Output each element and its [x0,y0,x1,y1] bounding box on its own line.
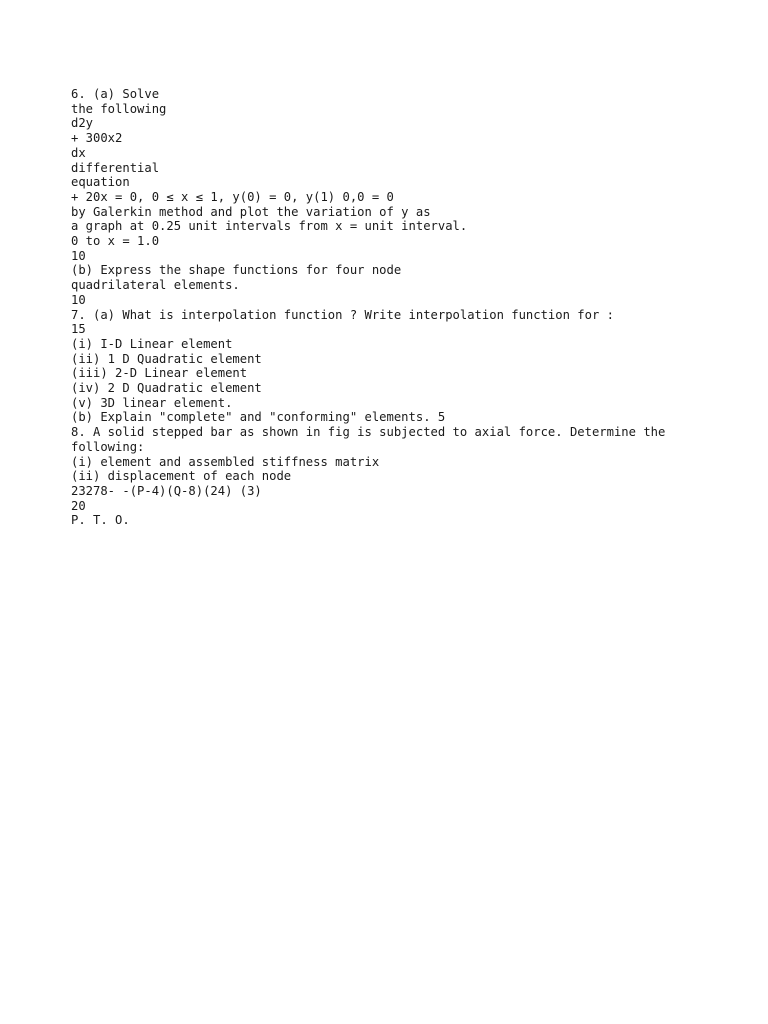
q6a-text-following: the following [71,101,167,116]
q6b-marks: 10 [71,292,86,307]
q6a-graph-text: a graph at 0.25 unit intervals from x = unit interval. [71,219,468,234]
q6a-equation-conditions: + 20x = 0, 0 ≤ x ≤ 1, y(0) = 0, y(1) 0,0 = 0 [71,189,394,204]
document-page [71,87,751,528]
please-turn-over: P. T. O. [71,513,130,528]
q8-heading: 8. A solid stepped bar as shown in fig is subjected to axial force. Determine the [71,425,666,440]
q6a-equation-d2y: d2y [71,116,94,131]
q7a-item-5: (v) 3D linear element. [71,395,233,410]
q6a-text-equation: equation [71,175,130,190]
q6a-range-text: 0 to x = 1.0 [71,234,160,249]
q7b-text: (b) Explain "complete" and "conforming" elements. 5 [71,410,446,425]
q8-item-1: (i) element and assembled stiffness matrix [71,454,380,469]
q6b-text-continued: quadrilateral elements. [71,278,240,293]
q7a-item-2: (ii) 1 D Quadratic element [71,351,262,366]
q6a-heading: 6. (a) Solve [71,87,160,101]
q8-heading-continued: following: [71,439,145,454]
q7a-item-1: (i) I-D Linear element [71,336,233,351]
q7a-heading: 7. (a) What is interpolation function ? Write interpolation function for : [71,307,614,322]
q7a-marks: 15 [71,322,86,337]
q8-item-2: (ii) displacement of each node [71,469,292,484]
paper-code: 23278- -(P-4)(Q-8)(24) (3) [71,483,262,498]
q6a-marks: 10 [71,248,86,263]
q6a-text-differential: differential [71,160,160,175]
q6a-method-text: by Galerkin method and plot the variation of y as [71,204,431,219]
q7a-item-3: (iii) 2-D Linear element [71,366,248,381]
q7a-item-4: (iv) 2 D Quadratic element [71,381,262,396]
q6b-text: (b) Express the shape functions for four node [71,263,402,278]
q6a-equation-term: + 300x2 [71,131,123,146]
q6a-equation-dx: dx [71,145,86,160]
q8-marks: 20 [71,498,86,513]
